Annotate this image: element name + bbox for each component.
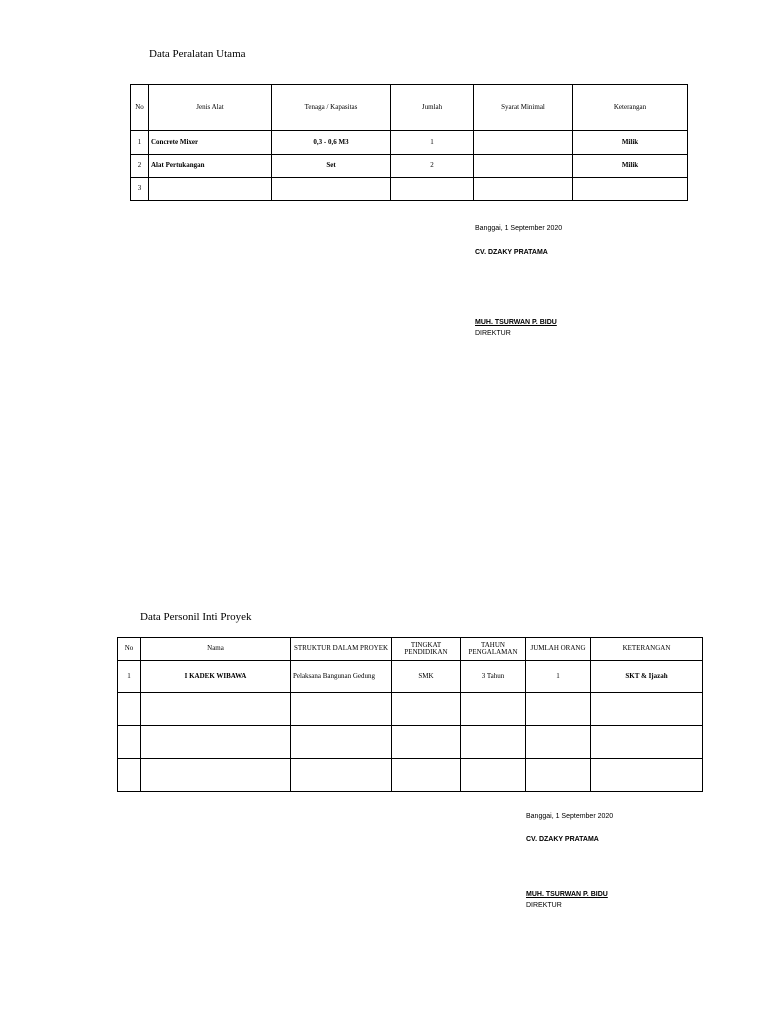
cell-tahun-pengalaman	[461, 693, 526, 726]
cell-nama	[141, 759, 291, 792]
cell-tahun-pengalaman	[461, 726, 526, 759]
table-row	[118, 726, 703, 759]
cell-nama	[141, 693, 291, 726]
cell-keterangan: Milik	[573, 131, 688, 155]
cell-tahun-pengalaman	[461, 759, 526, 792]
table-row	[131, 155, 688, 178]
cell-nama: I KADEK WIBAWA	[141, 661, 291, 693]
header-jumlah-orang: JUMLAH ORANG	[526, 638, 591, 661]
cell-tenaga-kapasitas	[272, 178, 391, 201]
cell-struktur-dalam-proyek	[291, 726, 392, 759]
cell-no: 1	[131, 131, 149, 155]
cell-no: 3	[131, 178, 149, 201]
cell-jumlah-orang: 1	[526, 661, 591, 693]
signature-position: DIREKTUR	[526, 902, 562, 909]
cell-tahun-pengalaman: 3 Tahun	[461, 661, 526, 693]
header-no: No	[118, 638, 141, 661]
equipment-table	[130, 84, 688, 201]
cell-struktur-dalam-proyek: Pelaksana Bangunan Gedung	[291, 661, 392, 693]
header-tenaga-kapasitas: Tenaga / Kapasitas	[272, 85, 391, 131]
signature-signer-name: MUH. TSURWAN P. BIDU	[475, 319, 557, 326]
cell-keterangan	[591, 759, 703, 792]
personnel-title: Data Personil Inti Proyek	[140, 611, 252, 623]
header-keterangan: Keterangan	[573, 85, 688, 131]
cell-struktur-dalam-proyek	[291, 759, 392, 792]
cell-jumlah: 1	[391, 131, 474, 155]
cell-tingkat-pendidikan: SMK	[392, 661, 461, 693]
signature-company: CV. DZAKY PRATAMA	[526, 836, 599, 843]
signature-position: DIREKTUR	[475, 330, 511, 337]
cell-jumlah-orang	[526, 726, 591, 759]
header-tingkat-pendidikan: TINGKAT PENDIDIKAN	[392, 638, 461, 661]
cell-jumlah-orang	[526, 759, 591, 792]
table-row	[131, 131, 688, 155]
cell-tingkat-pendidikan	[392, 759, 461, 792]
cell-no	[118, 693, 141, 726]
cell-jumlah: 2	[391, 155, 474, 178]
header-jenis-alat: Jenis Alat	[149, 85, 272, 131]
header-struktur-dalam-proyek: STRUKTUR DALAM PROYEK	[291, 638, 392, 661]
cell-keterangan	[573, 178, 688, 201]
equipment-title: Data Peralatan Utama	[149, 48, 246, 60]
table-row	[118, 661, 703, 693]
cell-nama	[141, 726, 291, 759]
cell-struktur-dalam-proyek	[291, 693, 392, 726]
cell-jumlah-orang	[526, 693, 591, 726]
cell-keterangan: SKT & Ijazah	[591, 661, 703, 693]
cell-syarat-minimal	[474, 155, 573, 178]
cell-jenis-alat	[149, 178, 272, 201]
signature-company: CV. DZAKY PRATAMA	[475, 249, 548, 256]
header-keterangan: KETERANGAN	[591, 638, 703, 661]
table-row	[118, 759, 703, 792]
cell-syarat-minimal	[474, 131, 573, 155]
cell-jenis-alat: Alat Pertukangan	[149, 155, 272, 178]
cell-syarat-minimal	[474, 178, 573, 201]
cell-tenaga-kapasitas: 0,3 - 0,6 M3	[272, 131, 391, 155]
signature-signer-name: MUH. TSURWAN P. BIDU	[526, 891, 608, 898]
cell-no	[118, 726, 141, 759]
cell-no: 2	[131, 155, 149, 178]
header-jumlah: Jumlah	[391, 85, 474, 131]
signature-place-date: Banggai, 1 September 2020	[475, 225, 563, 232]
cell-keterangan	[591, 726, 703, 759]
cell-tingkat-pendidikan	[392, 693, 461, 726]
cell-keterangan: Milik	[573, 155, 688, 178]
equipment-header-row	[131, 85, 688, 131]
cell-tingkat-pendidikan	[392, 726, 461, 759]
cell-tenaga-kapasitas: Set	[272, 155, 391, 178]
cell-jumlah	[391, 178, 474, 201]
table-row	[118, 693, 703, 726]
personnel-table	[117, 637, 703, 792]
cell-no	[118, 759, 141, 792]
table-row	[131, 178, 688, 201]
signature-place-date: Banggai, 1 September 2020	[526, 813, 614, 820]
personnel-header-row	[118, 638, 703, 661]
cell-no: 1	[118, 661, 141, 693]
cell-keterangan	[591, 693, 703, 726]
header-nama: Nama	[141, 638, 291, 661]
cell-jenis-alat: Concrete Mixer	[149, 131, 272, 155]
header-tahun-pengalaman: TAHUN PENGALAMAN	[461, 638, 526, 661]
header-no: No	[131, 85, 149, 131]
header-syarat-minimal: Syarat Minimal	[474, 85, 573, 131]
